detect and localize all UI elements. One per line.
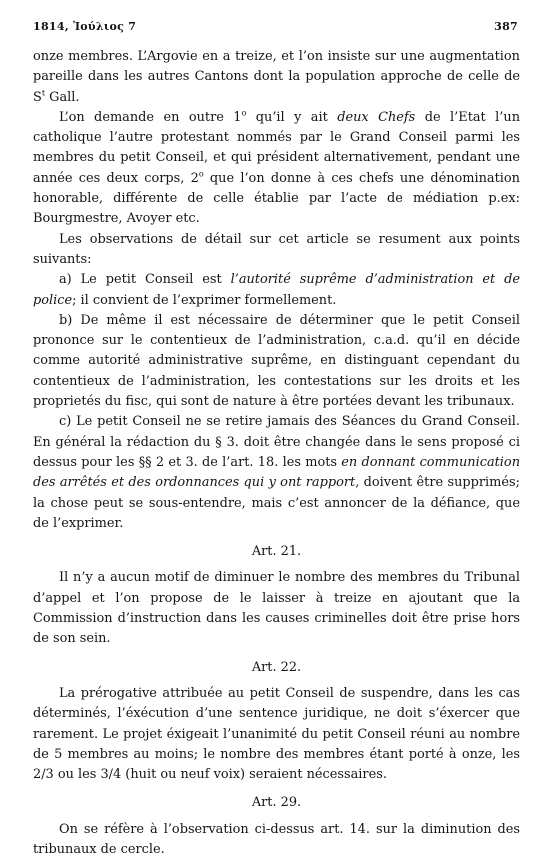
superscript: o bbox=[241, 108, 247, 118]
paragraph-3: a) Le petit Conseil est l’autorité suprême d’administration et de police; il convient de l’exprimer formellement. bbox=[33, 272, 520, 308]
paragraph-5: c) Le petit Conseil ne se retire jamais des Séances du Grand Conseil. En général la rédaction du § 3. doit être changée dans le sens proposé ci dessus pour les §§ 2 et 3. de l’art. 18. les mots en donnant communication des arrêtés et des ordonnances qui y ont rapport, doivent être supprimés; la chose peut se sous-entendre, mais c’est annoncer de la défiance, que de l’exprimer. bbox=[33, 414, 520, 531]
article-text-21: Il n’y a aucun motif de diminuer le nombre des membres du Tribunal d’appel et l’on propose de le laisser à treize en ajoutant que la Commission d’instruction dans les causes criminelles doit être prise hors de son sein. bbox=[33, 570, 520, 647]
superscript: t bbox=[41, 88, 46, 98]
article-heading-22: Art. 22. bbox=[251, 659, 302, 675]
article-heading-21: Art. 21. bbox=[251, 544, 302, 560]
article-text-29: On se réfère à l’observation ci-dessus art. 14. sur la diminution des tribunaux de cercle. bbox=[33, 821, 520, 857]
superscript: o bbox=[198, 169, 204, 179]
article-text-22: La prérogative attribuée au petit Conseil de suspendre, dans les cas déterminés, l’éxécution d’une sentence juridique, ne doit s’éxercer que rarement. Le projet éxigeait l’unanimité du petit Conseil réuni au nombre de 5 membres au moins; le nombre des membres étant porté à onze, les 2/3 ou les 3/4 (huit ou neuf voix) seraient nécessaires. bbox=[33, 685, 520, 783]
italic-run: en donnant communication des arrêtés et des ordonnances qui y ont rapport bbox=[33, 454, 520, 491]
paragraph-4: b) De même il est nécessaire de déterminer que le petit Conseil prononce sur le contentieux de l’administration, c.a.d. qu’il en décide comme autorité administrative suprême, en distinguant cependant du contentieux de l’administration, les contestations sur les droits et les proprietés du fisc, qui sont de nature à être portées devant les tribunaux. bbox=[33, 312, 520, 410]
running-head-date: 1814, Ἰούλιος 7 bbox=[33, 20, 137, 33]
paragraph-1: L’on demande en outre 1$^o$ qu’il y ait deux Chefs de l’Etat l’un catholique l’autre protestant nommés par le Grand Conseil parmi les membres du petit Conseil, et qui président alternativement, pendant une année ces deux corps, 2$^o$ que l’on donne à ces chefs une dénomination honorable, différente de celle établie par l’acte de médiation p.ex: Bourgmestre, Avoyer etc. bbox=[33, 108, 520, 227]
body-text bbox=[33, 47, 520, 860]
running-head bbox=[33, 20, 518, 33]
article-heading-29: Art. 29. bbox=[251, 795, 302, 811]
paragraph-0: onze membres. L’Argovie en a treize, et l’on insiste sur une augmentation pareille dans les autres Cantons dont la population approche de celle de $S^t$ Gall. bbox=[33, 49, 520, 105]
paragraph-2: Les observations de détail sur cet article se resument aux points suivants: bbox=[33, 231, 520, 267]
page-number: 387 bbox=[494, 20, 518, 33]
italic-run: deux Chefs bbox=[337, 109, 416, 125]
italic-run: l’autorité suprême d’administration et de police bbox=[33, 272, 520, 308]
